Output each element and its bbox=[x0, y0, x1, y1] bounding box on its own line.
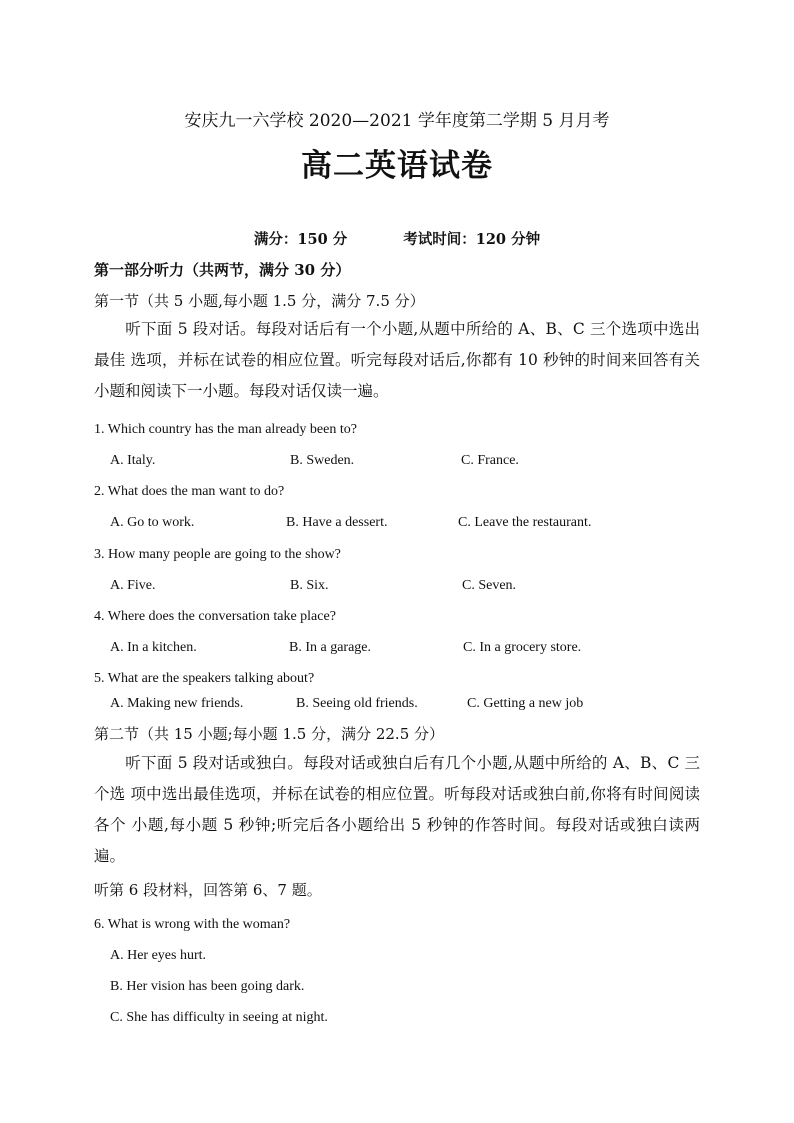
question-5-stem: 5. What are the speakers talking about? bbox=[94, 671, 315, 686]
question-5-option-c: C. Getting a new job bbox=[467, 696, 584, 711]
question-1-option-a: A. Italy. bbox=[110, 453, 156, 468]
question-6-option-c: C. She has difficulty in seeing at night. bbox=[110, 1010, 328, 1025]
section1-heading: 第一节（共 5 小题,每小题 1.5 分，满分 7.5 分） bbox=[94, 292, 425, 310]
exam-meta bbox=[0, 228, 794, 249]
section2-heading: 第二节（共 15 小题;每小题 1.5 分，满分 22.5 分） bbox=[94, 725, 445, 743]
question-3-stem: 3. How many people are going to the show? bbox=[94, 547, 341, 562]
question-6-option-b: B. Her vision has been going dark. bbox=[110, 979, 305, 994]
question-5-option-a: A. Making new friends. bbox=[110, 696, 244, 711]
question-4-stem: 4. Where does the conversation take place? bbox=[94, 609, 336, 624]
question-3-option-c: C. Seven. bbox=[462, 578, 517, 593]
question-1-option-c: C. France. bbox=[461, 453, 519, 468]
question-4-option-c: C. In a grocery store. bbox=[463, 640, 582, 655]
material-note: 听第 6 段材料，回答第 6、7 题。 bbox=[94, 881, 322, 899]
section2-instructions: 听下面 5 段对话或独白。每段对话或独白后有几个小题,从题中所给的 A、B、C 三个选 项中选出最佳选项，并标在试卷的相应位置。听每段对话或独白前,你将有时间阅读各个 小题,每小题 5 秒钟;听完后各小题给出 5 秒钟的作答时间。每段对话或独白读两遍。 bbox=[94, 754, 700, 865]
section1-instructions: 听下面 5 段对话。每段对话后有一个小题,从题中所给的 A、B、C 三个选项中选出最佳 选项，并标在试卷的相应位置。听完每段对话后,你都有 10 秒钟的时间来回答有关小题和阅读下一小题。每段对话仅读一遍。 bbox=[94, 320, 700, 400]
question-6-stem: 6. What is wrong with the woman? bbox=[94, 917, 291, 932]
page-title: 高二英语试卷 bbox=[301, 148, 493, 184]
question-1-stem: 1. Which country has the man already been to? bbox=[94, 422, 357, 437]
question-4-option-b: B. In a garage. bbox=[289, 640, 372, 655]
question-6-option-a: A. Her eyes hurt. bbox=[110, 948, 207, 963]
question-3-option-a: A. Five. bbox=[110, 578, 156, 593]
full-score: 满分：150 分 bbox=[253, 231, 348, 248]
question-1-option-b: B. Sweden. bbox=[290, 453, 355, 468]
question-2-stem: 2. What does the man want to do? bbox=[94, 484, 285, 499]
question-3-option-b: B. Six. bbox=[290, 578, 329, 593]
question-2-option-b: B. Have a dessert. bbox=[286, 515, 388, 530]
part1-heading: 第一部分听力（共两节，满分 30 分） bbox=[94, 261, 351, 279]
question-4-option-a: A. In a kitchen. bbox=[110, 640, 197, 655]
exam-time: 考试时间：120 分钟 bbox=[403, 231, 541, 248]
school-exam-line: 安庆九一六学校 2020—2021 学年度第二学期 5 月月考 bbox=[184, 111, 610, 131]
question-5-option-b: B. Seeing old friends. bbox=[296, 696, 418, 711]
question-2-option-a: A. Go to work. bbox=[110, 515, 195, 530]
question-2-option-c: C. Leave the restaurant. bbox=[458, 515, 592, 530]
